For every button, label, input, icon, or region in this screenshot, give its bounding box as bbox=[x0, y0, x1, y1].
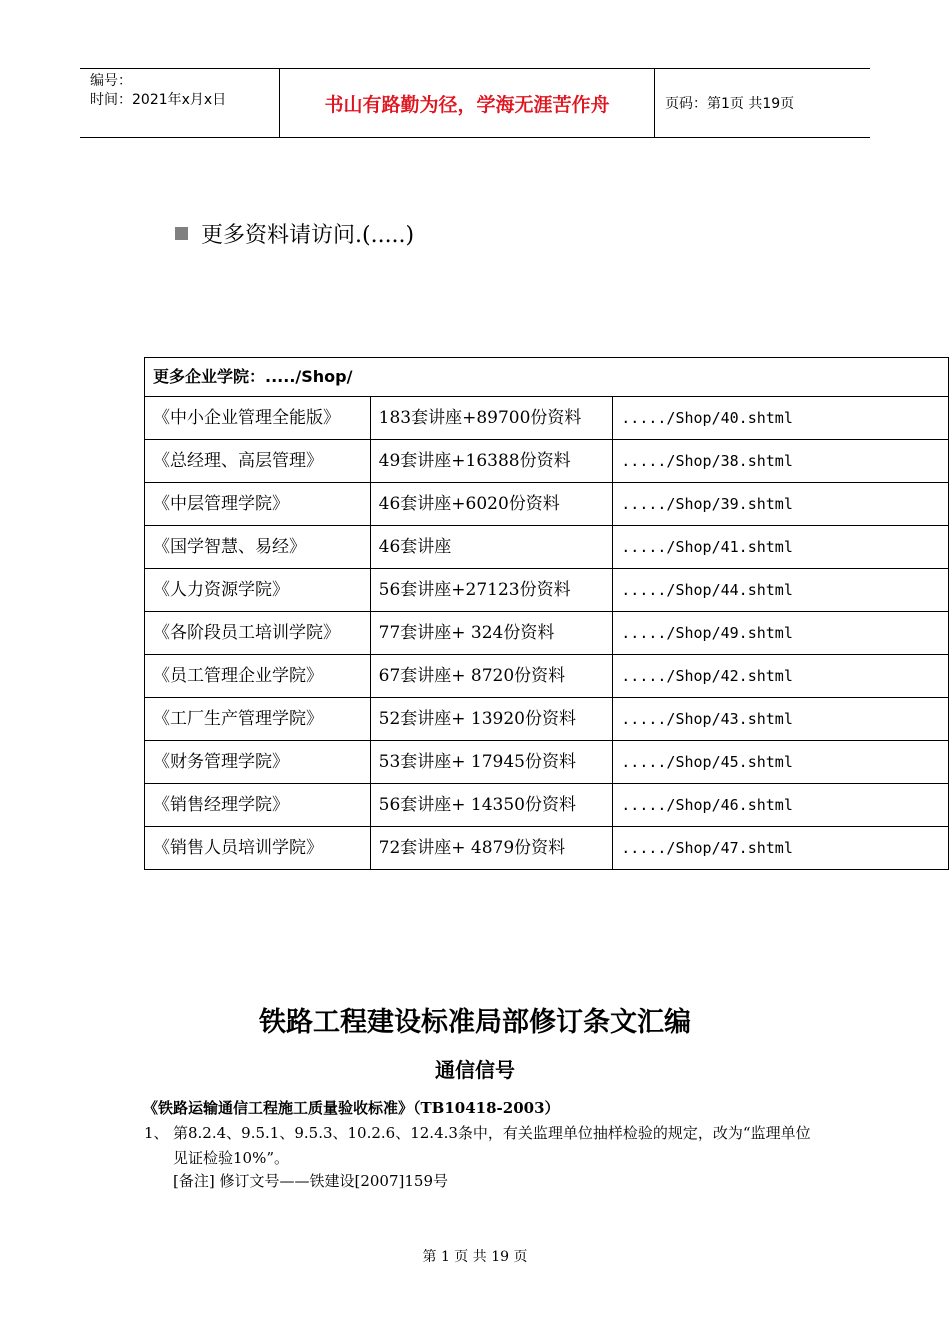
header-motto: 书山有路勤为径，学海无涯苦作舟 bbox=[280, 69, 655, 137]
course-name: 《财务管理学院》 bbox=[145, 741, 371, 784]
course-link[interactable]: ...../Shop/41.shtml bbox=[613, 526, 949, 569]
table-row bbox=[145, 526, 949, 569]
course-desc: 53套讲座+ 17945份资料 bbox=[370, 741, 613, 784]
course-name: 《人力资源学院》 bbox=[145, 569, 371, 612]
standard-name: 《铁路运输通信工程施工质量验收标准》（TB10418-2003） bbox=[143, 1099, 560, 1117]
course-link[interactable]: ...../Shop/43.shtml bbox=[613, 698, 949, 741]
course-link[interactable]: ...../Shop/39.shtml bbox=[613, 483, 949, 526]
table-row bbox=[145, 483, 949, 526]
table-row bbox=[145, 698, 949, 741]
course-desc: 72套讲座+ 4879份资料 bbox=[370, 827, 613, 870]
revision-note: [备注] 修订文号——铁建设[2007]159号 bbox=[173, 1172, 448, 1190]
course-name: 《总经理、高层管理》 bbox=[145, 440, 371, 483]
course-desc: 49套讲座+16388份资料 bbox=[370, 440, 613, 483]
course-desc: 46套讲座+6020份资料 bbox=[370, 483, 613, 526]
course-name: 《销售经理学院》 bbox=[145, 784, 371, 827]
table-row bbox=[145, 655, 949, 698]
course-link[interactable]: ...../Shop/42.shtml bbox=[613, 655, 949, 698]
course-desc: 56套讲座+27123份资料 bbox=[370, 569, 613, 612]
course-name: 《各阶段员工培训学院》 bbox=[145, 612, 371, 655]
course-link[interactable]: ...../Shop/49.shtml bbox=[613, 612, 949, 655]
page-footer: 第 1 页 共 19 页 bbox=[422, 1249, 528, 1265]
table-row bbox=[145, 440, 949, 483]
table-row bbox=[145, 397, 949, 440]
course-link[interactable]: ...../Shop/47.shtml bbox=[613, 827, 949, 870]
table-row bbox=[145, 612, 949, 655]
section-subtitle: 通信信号 bbox=[435, 1058, 515, 1082]
course-name: 《工厂生产管理学院》 bbox=[145, 698, 371, 741]
more-resources-link[interactable]: 更多资料请访问.(.....) bbox=[201, 223, 415, 248]
course-name: 《员工管理企业学院》 bbox=[145, 655, 371, 698]
course-desc: 77套讲座+ 324份资料 bbox=[370, 612, 613, 655]
square-bullet-icon bbox=[175, 227, 188, 240]
table-row bbox=[145, 784, 949, 827]
item-text: 第8.2.4、9.5.1、9.5.3、10.2.6、12.4.3条中，有关监理单位抽样检验的规定，改为“监理单位见证检验10%”。 bbox=[173, 1124, 811, 1167]
course-link[interactable]: ...../Shop/40.shtml bbox=[613, 397, 949, 440]
item-number: 1、 bbox=[144, 1124, 169, 1142]
header-page-info: 页码：第1页 共19页 bbox=[665, 96, 795, 112]
table-row bbox=[145, 827, 949, 870]
table-header-row bbox=[145, 358, 949, 397]
revision-item bbox=[144, 1121, 824, 1171]
course-link[interactable]: ...../Shop/45.shtml bbox=[613, 741, 949, 784]
course-link[interactable]: ...../Shop/46.shtml bbox=[613, 784, 949, 827]
time-label: 时间：2021年x月x日 bbox=[90, 92, 227, 108]
course-name: 《国学智慧、易经》 bbox=[145, 526, 371, 569]
header-meta bbox=[80, 69, 280, 137]
shop-table bbox=[144, 357, 949, 870]
course-name: 《中层管理学院》 bbox=[145, 483, 371, 526]
course-name: 《中小企业管理全能版》 bbox=[145, 397, 371, 440]
table-header[interactable]: 更多企业学院：...../Shop/ bbox=[145, 358, 949, 397]
course-link[interactable]: ...../Shop/38.shtml bbox=[613, 440, 949, 483]
course-name: 《销售人员培训学院》 bbox=[145, 827, 371, 870]
document-title: 铁路工程建设标准局部修订条文汇编 bbox=[259, 1007, 691, 1038]
course-desc: 183套讲座+89700份资料 bbox=[370, 397, 613, 440]
course-desc: 52套讲座+ 13920份资料 bbox=[370, 698, 613, 741]
course-desc: 56套讲座+ 14350份资料 bbox=[370, 784, 613, 827]
course-desc: 67套讲座+ 8720份资料 bbox=[370, 655, 613, 698]
course-link[interactable]: ...../Shop/44.shtml bbox=[613, 569, 949, 612]
table-row bbox=[145, 741, 949, 784]
more-resources-line bbox=[175, 218, 414, 249]
number-label: 编号： bbox=[90, 73, 132, 89]
table-row bbox=[145, 569, 949, 612]
page-header bbox=[80, 68, 870, 138]
course-desc: 46套讲座 bbox=[370, 526, 613, 569]
